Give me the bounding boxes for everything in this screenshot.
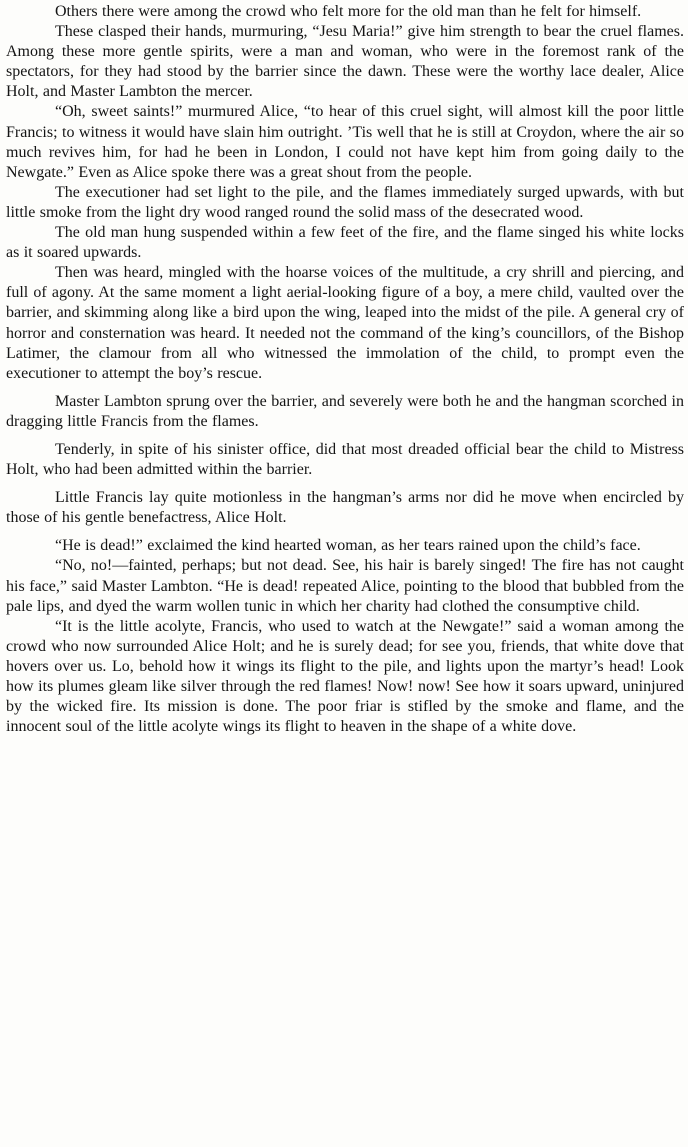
paragraph-8: Tenderly, in spite of his sinister office, did that most dreaded official bear the child to Mistress Holt, who had been admitted within the barrier.: [6, 440, 684, 479]
paragraph-5: The old man hung suspended within a few feet of the fire, and the flame singed his white locks as it soared upwards.: [6, 224, 684, 262]
paragraph-10: “He is dead!” exclaimed the kind hearted woman, as her tears rained upon the child’s face.: [55, 537, 641, 555]
paragraph-4: The executioner had set light to the pile, and the flames immediately surged upwards, with but little smoke from the light dry wood ranged round the solid mass of the desecrated wood.: [6, 183, 684, 221]
paragraph-1: Others there were among the crowd who felt more for the old man than he felt for himself.: [55, 3, 642, 20]
paragraph-2: These clasped their hands, murmuring, “Jesu Maria!” give him strength to bear the cruel flames. Among these more gentle spirits, were a man and woman, who were in the foremost rank of the spectators, for they had stood by the barrier since the dawn. These were the worthy lace dealer, Alice Holt, and Master Lambton the mercer.: [6, 23, 684, 101]
paragraph-9: Little Francis lay quite motionless in the hangman’s arms nor did he move when encircled by those of his gentle benefactress, Alice Holt.: [6, 489, 684, 527]
paragraph-7: Master Lambton sprung over the barrier, and severely were both he and the hangman scorched in dragging little Francis from the flames.: [6, 392, 684, 430]
paragraph-11: “No, no!—fainted, perhaps; but not dead. See, his hair is barely singed! The fire has not caught his face,” said Master Lambton. “He is dead! repeated Alice, pointing to the blood that bubbled from the pale lips, and dyed the warm wollen tunic in which her charity had clothed the consumptive child.: [6, 557, 684, 615]
paragraph-3: “Oh, sweet saints!” murmured Alice, “to hear of this cruel sight, will almost kill the poor little Francis; to witness it would have slain him outright. ’Tis well that he is still at Croydon, where the air so much revives him, for had he been in London, I could not have kept him from going daily to the Newgate.” Even as Alice spoke there was a great shout from the people.: [6, 103, 684, 181]
paragraph-6: Then was heard, mingled with the hoarse voices of the multitude, a cry shrill and piercing, and full of agony. At the same moment a light aerial-looking figure of a boy, a mere child, vaulted over the barrier, and skimming along like a bird upon the wing, leaped into the midst of the pile. A general cry of horror and consternation was heard. It needed not the command of the king’s councillors, of the Bishop Latimer, the clamour from all who witnessed the immolation of the child, to prompt even the executioner to attempt the boy’s rescue.: [6, 264, 684, 382]
paragraph-12: “It is the little acolyte, Francis, who used to watch at the Newgate!” said a woman among the crowd who now surrounded Alice Holt; and he is surely dead; for see you, friends, that white dove that hovers over us. Lo, behold how it wings its flight to the pile, and lights upon the martyr’s head! Look how its plumes gleam like silver through the red flames! Now! now! See how it soars upward, uninjured by the wicked fire. Its mission is done. The poor friar is stifled by the smoke and flame, and the innocent soul of the little acolyte wings its flight to heaven in the shape of a white dove.: [6, 617, 684, 736]
article-column: [6, 2, 684, 737]
